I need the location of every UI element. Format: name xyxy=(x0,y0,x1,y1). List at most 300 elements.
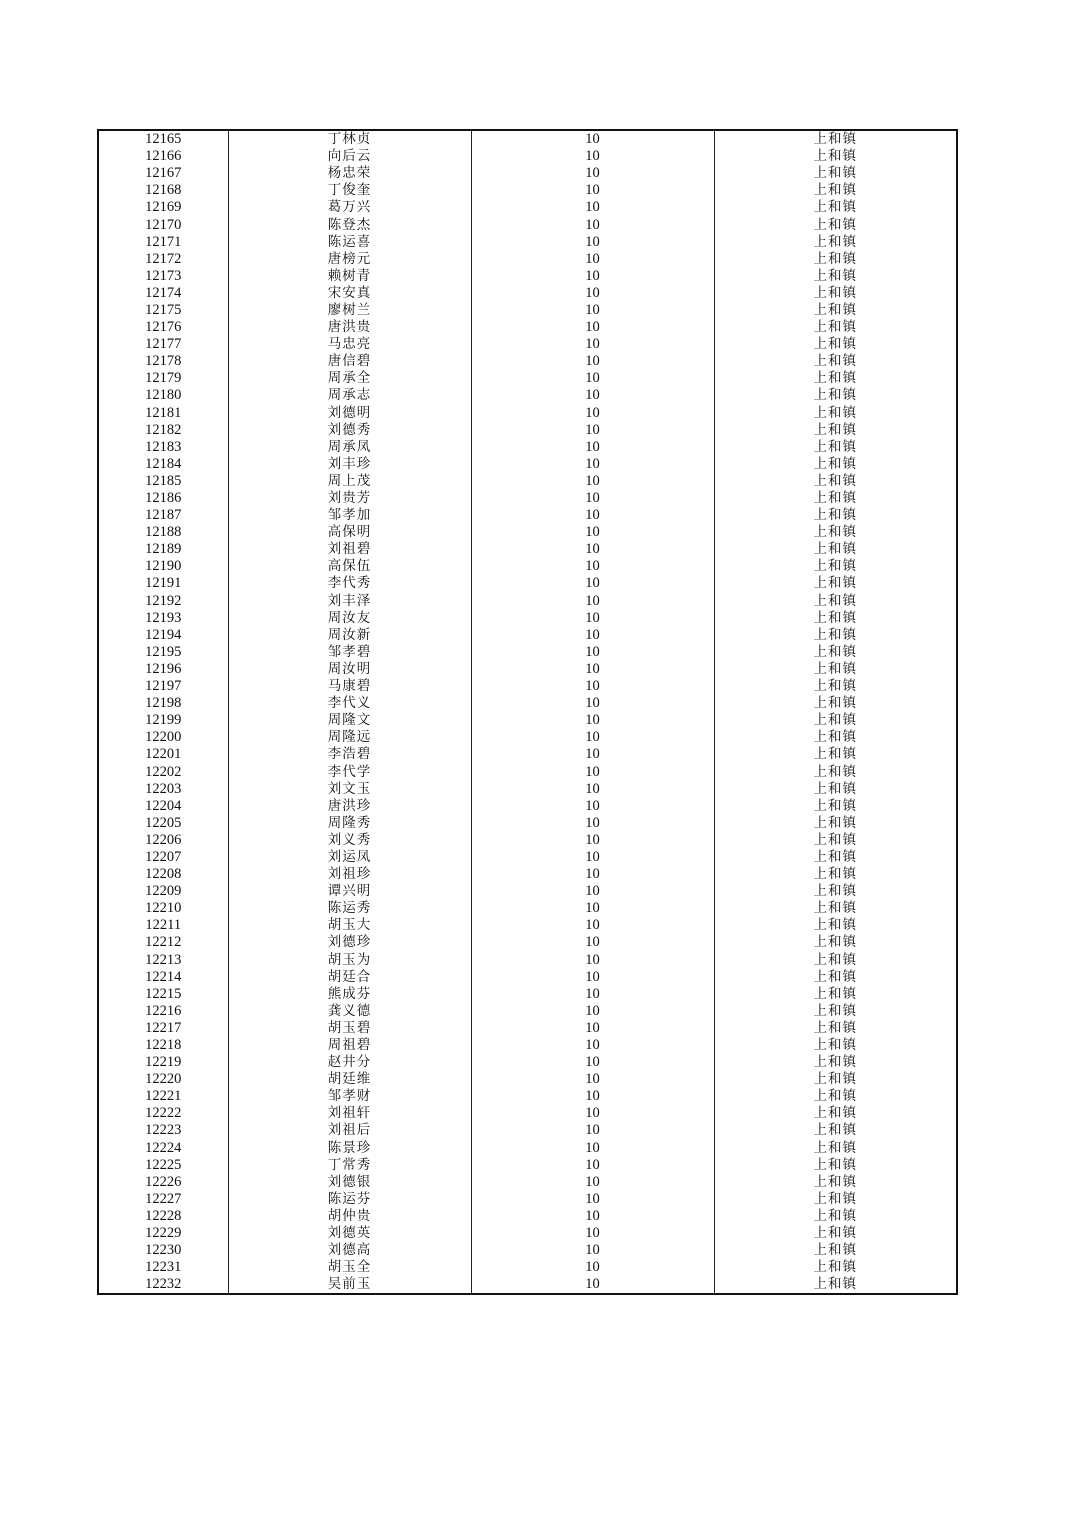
cell-town: 上和镇 xyxy=(714,678,957,695)
table-row xyxy=(98,1122,957,1139)
cell-town: 上和镇 xyxy=(714,268,957,285)
cell-name: 周祖碧 xyxy=(228,1037,471,1054)
cell-name: 陈运秀 xyxy=(228,900,471,917)
table-row xyxy=(98,130,957,148)
cell-town: 上和镇 xyxy=(714,593,957,610)
cell-id: 12200 xyxy=(98,729,228,746)
cell-town: 上和镇 xyxy=(714,575,957,592)
table-row xyxy=(98,387,957,404)
cell-id: 12201 xyxy=(98,746,228,763)
cell-name: 马忠亮 xyxy=(228,336,471,353)
cell-id: 12209 xyxy=(98,883,228,900)
cell-name: 邹孝碧 xyxy=(228,644,471,661)
cell-id: 12221 xyxy=(98,1088,228,1105)
cell-amount: 10 xyxy=(471,610,714,627)
cell-id: 12174 xyxy=(98,285,228,302)
cell-name: 周隆远 xyxy=(228,729,471,746)
cell-name: 邹孝加 xyxy=(228,507,471,524)
cell-amount: 10 xyxy=(471,199,714,216)
cell-town: 上和镇 xyxy=(714,148,957,165)
table-row xyxy=(98,473,957,490)
cell-id: 12193 xyxy=(98,610,228,627)
cell-town: 上和镇 xyxy=(714,302,957,319)
cell-town: 上和镇 xyxy=(714,439,957,456)
cell-amount: 10 xyxy=(471,1122,714,1139)
cell-town: 上和镇 xyxy=(714,900,957,917)
table-row xyxy=(98,302,957,319)
cell-name: 周隆文 xyxy=(228,712,471,729)
cell-name: 刘祖碧 xyxy=(228,541,471,558)
cell-name: 胡廷合 xyxy=(228,969,471,986)
cell-amount: 10 xyxy=(471,1105,714,1122)
cell-amount: 10 xyxy=(471,234,714,251)
cell-amount: 10 xyxy=(471,507,714,524)
cell-town: 上和镇 xyxy=(714,1071,957,1088)
table-row xyxy=(98,370,957,387)
cell-town: 上和镇 xyxy=(714,986,957,1003)
cell-name: 李浩碧 xyxy=(228,746,471,763)
cell-town: 上和镇 xyxy=(714,1208,957,1225)
table-row xyxy=(98,1105,957,1122)
cell-id: 12228 xyxy=(98,1208,228,1225)
table-row xyxy=(98,319,957,336)
cell-name: 刘德秀 xyxy=(228,422,471,439)
cell-town: 上和镇 xyxy=(714,370,957,387)
cell-town: 上和镇 xyxy=(714,1225,957,1242)
cell-id: 12217 xyxy=(98,1020,228,1037)
table-row xyxy=(98,541,957,558)
cell-amount: 10 xyxy=(471,524,714,541)
cell-town: 上和镇 xyxy=(714,815,957,832)
cell-town: 上和镇 xyxy=(714,1122,957,1139)
table-row xyxy=(98,1020,957,1037)
cell-town: 上和镇 xyxy=(714,422,957,439)
cell-town: 上和镇 xyxy=(714,781,957,798)
cell-name: 胡仲贵 xyxy=(228,1208,471,1225)
cell-name: 龚义德 xyxy=(228,1003,471,1020)
cell-amount: 10 xyxy=(471,251,714,268)
table-row xyxy=(98,1037,957,1054)
cell-id: 12219 xyxy=(98,1054,228,1071)
cell-name: 唐洪贵 xyxy=(228,319,471,336)
cell-name: 周汝明 xyxy=(228,661,471,678)
cell-town: 上和镇 xyxy=(714,1037,957,1054)
cell-name: 丁林贞 xyxy=(228,130,471,148)
cell-id: 12172 xyxy=(98,251,228,268)
table-row xyxy=(98,1071,957,1088)
table-row xyxy=(98,986,957,1003)
cell-amount: 10 xyxy=(471,781,714,798)
cell-town: 上和镇 xyxy=(714,1174,957,1191)
table-row xyxy=(98,234,957,251)
cell-name: 刘丰珍 xyxy=(228,456,471,473)
cell-town: 上和镇 xyxy=(714,1088,957,1105)
cell-id: 12168 xyxy=(98,182,228,199)
cell-town: 上和镇 xyxy=(714,336,957,353)
cell-id: 12202 xyxy=(98,763,228,780)
cell-name: 周承全 xyxy=(228,370,471,387)
cell-id: 12199 xyxy=(98,712,228,729)
cell-id: 12183 xyxy=(98,439,228,456)
cell-amount: 10 xyxy=(471,866,714,883)
table-row xyxy=(98,148,957,165)
cell-id: 12189 xyxy=(98,541,228,558)
cell-amount: 10 xyxy=(471,849,714,866)
cell-amount: 10 xyxy=(471,832,714,849)
table-row xyxy=(98,199,957,216)
cell-town: 上和镇 xyxy=(714,1242,957,1259)
table-row xyxy=(98,1191,957,1208)
table-row xyxy=(98,439,957,456)
cell-amount: 10 xyxy=(471,370,714,387)
cell-name: 胡玉为 xyxy=(228,952,471,969)
cell-name: 高保明 xyxy=(228,524,471,541)
table-row xyxy=(98,746,957,763)
cell-id: 12227 xyxy=(98,1191,228,1208)
cell-amount: 10 xyxy=(471,319,714,336)
cell-name: 刘祖后 xyxy=(228,1122,471,1139)
table-row xyxy=(98,798,957,815)
cell-town: 上和镇 xyxy=(714,507,957,524)
cell-town: 上和镇 xyxy=(714,1191,957,1208)
table-row xyxy=(98,422,957,439)
cell-town: 上和镇 xyxy=(714,1105,957,1122)
cell-town: 上和镇 xyxy=(714,182,957,199)
cell-town: 上和镇 xyxy=(714,199,957,216)
cell-amount: 10 xyxy=(471,1208,714,1225)
cell-name: 唐榜元 xyxy=(228,251,471,268)
table-row xyxy=(98,405,957,422)
table-row xyxy=(98,1003,957,1020)
cell-id: 12224 xyxy=(98,1140,228,1157)
cell-name: 刘德明 xyxy=(228,405,471,422)
cell-name: 周承凤 xyxy=(228,439,471,456)
cell-name: 谭兴明 xyxy=(228,883,471,900)
table-row xyxy=(98,251,957,268)
cell-amount: 10 xyxy=(471,917,714,934)
cell-id: 12175 xyxy=(98,302,228,319)
cell-amount: 10 xyxy=(471,815,714,832)
table-row xyxy=(98,165,957,182)
cell-name: 唐信碧 xyxy=(228,353,471,370)
cell-amount: 10 xyxy=(471,1276,714,1294)
table-row xyxy=(98,456,957,473)
cell-amount: 10 xyxy=(471,798,714,815)
roster-table-body xyxy=(98,130,957,1294)
cell-name: 刘文玉 xyxy=(228,781,471,798)
cell-town: 上和镇 xyxy=(714,883,957,900)
cell-name: 李代学 xyxy=(228,763,471,780)
table-row xyxy=(98,1054,957,1071)
cell-name: 刘德珍 xyxy=(228,934,471,951)
cell-id: 12166 xyxy=(98,148,228,165)
table-row xyxy=(98,695,957,712)
cell-name: 刘德高 xyxy=(228,1242,471,1259)
cell-town: 上和镇 xyxy=(714,952,957,969)
cell-amount: 10 xyxy=(471,1071,714,1088)
table-row xyxy=(98,1276,957,1294)
cell-amount: 10 xyxy=(471,285,714,302)
table-row xyxy=(98,216,957,233)
cell-amount: 10 xyxy=(471,986,714,1003)
cell-town: 上和镇 xyxy=(714,798,957,815)
cell-amount: 10 xyxy=(471,593,714,610)
cell-name: 廖树兰 xyxy=(228,302,471,319)
table-row xyxy=(98,883,957,900)
cell-name: 胡玉大 xyxy=(228,917,471,934)
cell-id: 12177 xyxy=(98,336,228,353)
cell-amount: 10 xyxy=(471,182,714,199)
cell-town: 上和镇 xyxy=(714,729,957,746)
table-row xyxy=(98,644,957,661)
cell-amount: 10 xyxy=(471,456,714,473)
cell-town: 上和镇 xyxy=(714,763,957,780)
cell-town: 上和镇 xyxy=(714,251,957,268)
cell-amount: 10 xyxy=(471,1242,714,1259)
cell-amount: 10 xyxy=(471,1088,714,1105)
cell-id: 12206 xyxy=(98,832,228,849)
cell-id: 12230 xyxy=(98,1242,228,1259)
cell-amount: 10 xyxy=(471,1259,714,1276)
table-row xyxy=(98,507,957,524)
cell-amount: 10 xyxy=(471,1191,714,1208)
cell-town: 上和镇 xyxy=(714,1276,957,1294)
cell-amount: 10 xyxy=(471,900,714,917)
cell-id: 12232 xyxy=(98,1276,228,1294)
table-row xyxy=(98,934,957,951)
cell-amount: 10 xyxy=(471,969,714,986)
cell-name: 宋安真 xyxy=(228,285,471,302)
table-row xyxy=(98,182,957,199)
cell-name: 胡廷维 xyxy=(228,1071,471,1088)
cell-name: 周上茂 xyxy=(228,473,471,490)
cell-amount: 10 xyxy=(471,216,714,233)
cell-town: 上和镇 xyxy=(714,644,957,661)
cell-id: 12179 xyxy=(98,370,228,387)
cell-town: 上和镇 xyxy=(714,405,957,422)
cell-name: 周汝新 xyxy=(228,627,471,644)
cell-id: 12231 xyxy=(98,1259,228,1276)
cell-id: 12194 xyxy=(98,627,228,644)
cell-town: 上和镇 xyxy=(714,1140,957,1157)
cell-town: 上和镇 xyxy=(714,610,957,627)
cell-town: 上和镇 xyxy=(714,1054,957,1071)
table-row xyxy=(98,490,957,507)
cell-id: 12176 xyxy=(98,319,228,336)
cell-id: 12214 xyxy=(98,969,228,986)
table-row xyxy=(98,661,957,678)
table-row xyxy=(98,1242,957,1259)
table-row xyxy=(98,336,957,353)
table-row xyxy=(98,1225,957,1242)
cell-town: 上和镇 xyxy=(714,1003,957,1020)
cell-amount: 10 xyxy=(471,353,714,370)
cell-name: 丁俊奎 xyxy=(228,182,471,199)
cell-id: 12165 xyxy=(98,130,228,148)
cell-id: 12207 xyxy=(98,849,228,866)
cell-name: 陈运喜 xyxy=(228,234,471,251)
cell-amount: 10 xyxy=(471,541,714,558)
table-row xyxy=(98,1259,957,1276)
cell-town: 上和镇 xyxy=(714,661,957,678)
cell-name: 高保伍 xyxy=(228,558,471,575)
cell-amount: 10 xyxy=(471,661,714,678)
table-row xyxy=(98,712,957,729)
cell-name: 向后云 xyxy=(228,148,471,165)
table-row xyxy=(98,593,957,610)
cell-id: 12169 xyxy=(98,199,228,216)
table-row xyxy=(98,678,957,695)
cell-id: 12173 xyxy=(98,268,228,285)
cell-amount: 10 xyxy=(471,387,714,404)
cell-id: 12213 xyxy=(98,952,228,969)
cell-town: 上和镇 xyxy=(714,165,957,182)
table-row xyxy=(98,781,957,798)
cell-id: 12212 xyxy=(98,934,228,951)
cell-name: 杨忠荣 xyxy=(228,165,471,182)
cell-amount: 10 xyxy=(471,575,714,592)
cell-town: 上和镇 xyxy=(714,387,957,404)
cell-id: 12188 xyxy=(98,524,228,541)
cell-id: 12192 xyxy=(98,593,228,610)
cell-amount: 10 xyxy=(471,1140,714,1157)
cell-town: 上和镇 xyxy=(714,917,957,934)
cell-amount: 10 xyxy=(471,130,714,148)
cell-amount: 10 xyxy=(471,1157,714,1174)
cell-name: 周承志 xyxy=(228,387,471,404)
cell-town: 上和镇 xyxy=(714,216,957,233)
cell-name: 刘义秀 xyxy=(228,832,471,849)
cell-town: 上和镇 xyxy=(714,285,957,302)
cell-id: 12215 xyxy=(98,986,228,1003)
cell-id: 12216 xyxy=(98,1003,228,1020)
cell-name: 刘德银 xyxy=(228,1174,471,1191)
cell-id: 12170 xyxy=(98,216,228,233)
cell-id: 12184 xyxy=(98,456,228,473)
cell-id: 12197 xyxy=(98,678,228,695)
cell-town: 上和镇 xyxy=(714,524,957,541)
cell-town: 上和镇 xyxy=(714,934,957,951)
cell-id: 12204 xyxy=(98,798,228,815)
cell-town: 上和镇 xyxy=(714,695,957,712)
cell-id: 12218 xyxy=(98,1037,228,1054)
table-row xyxy=(98,1208,957,1225)
cell-amount: 10 xyxy=(471,934,714,951)
cell-name: 李代义 xyxy=(228,695,471,712)
cell-town: 上和镇 xyxy=(714,1020,957,1037)
table-row xyxy=(98,285,957,302)
table-row xyxy=(98,900,957,917)
cell-amount: 10 xyxy=(471,268,714,285)
cell-amount: 10 xyxy=(471,763,714,780)
table-row xyxy=(98,610,957,627)
table-row xyxy=(98,917,957,934)
cell-amount: 10 xyxy=(471,1225,714,1242)
cell-name: 陈登杰 xyxy=(228,216,471,233)
cell-name: 熊成芬 xyxy=(228,986,471,1003)
cell-amount: 10 xyxy=(471,558,714,575)
cell-amount: 10 xyxy=(471,1037,714,1054)
cell-town: 上和镇 xyxy=(714,234,957,251)
cell-id: 12220 xyxy=(98,1071,228,1088)
cell-amount: 10 xyxy=(471,883,714,900)
cell-town: 上和镇 xyxy=(714,558,957,575)
cell-name: 胡玉碧 xyxy=(228,1020,471,1037)
table-row xyxy=(98,866,957,883)
table-row xyxy=(98,729,957,746)
cell-id: 12178 xyxy=(98,353,228,370)
cell-amount: 10 xyxy=(471,729,714,746)
cell-town: 上和镇 xyxy=(714,1157,957,1174)
table-row xyxy=(98,815,957,832)
cell-id: 12190 xyxy=(98,558,228,575)
cell-name: 刘贵芳 xyxy=(228,490,471,507)
cell-town: 上和镇 xyxy=(714,849,957,866)
cell-town: 上和镇 xyxy=(714,1259,957,1276)
cell-id: 12182 xyxy=(98,422,228,439)
table-row xyxy=(98,952,957,969)
table-row xyxy=(98,268,957,285)
cell-id: 12210 xyxy=(98,900,228,917)
cell-id: 12225 xyxy=(98,1157,228,1174)
cell-id: 12181 xyxy=(98,405,228,422)
cell-amount: 10 xyxy=(471,1003,714,1020)
cell-amount: 10 xyxy=(471,165,714,182)
cell-name: 赵井分 xyxy=(228,1054,471,1071)
cell-id: 12203 xyxy=(98,781,228,798)
table-row xyxy=(98,524,957,541)
cell-amount: 10 xyxy=(471,1174,714,1191)
cell-town: 上和镇 xyxy=(714,832,957,849)
cell-amount: 10 xyxy=(471,695,714,712)
cell-name: 唐洪珍 xyxy=(228,798,471,815)
cell-amount: 10 xyxy=(471,712,714,729)
cell-id: 12223 xyxy=(98,1122,228,1139)
table-row xyxy=(98,1157,957,1174)
cell-id: 12185 xyxy=(98,473,228,490)
roster-table xyxy=(97,129,958,1295)
cell-amount: 10 xyxy=(471,405,714,422)
cell-id: 12229 xyxy=(98,1225,228,1242)
cell-name: 刘祖珍 xyxy=(228,866,471,883)
cell-name: 周汝友 xyxy=(228,610,471,627)
table-row xyxy=(98,1088,957,1105)
cell-amount: 10 xyxy=(471,1020,714,1037)
cell-name: 刘祖轩 xyxy=(228,1105,471,1122)
cell-id: 12187 xyxy=(98,507,228,524)
cell-name: 马康碧 xyxy=(228,678,471,695)
cell-id: 12211 xyxy=(98,917,228,934)
table-row xyxy=(98,969,957,986)
cell-town: 上和镇 xyxy=(714,353,957,370)
cell-id: 12208 xyxy=(98,866,228,883)
cell-town: 上和镇 xyxy=(714,130,957,148)
table-row xyxy=(98,575,957,592)
cell-name: 刘德英 xyxy=(228,1225,471,1242)
cell-id: 12167 xyxy=(98,165,228,182)
cell-amount: 10 xyxy=(471,473,714,490)
cell-name: 吴前玉 xyxy=(228,1276,471,1294)
cell-id: 12205 xyxy=(98,815,228,832)
cell-id: 12191 xyxy=(98,575,228,592)
cell-amount: 10 xyxy=(471,422,714,439)
cell-id: 12222 xyxy=(98,1105,228,1122)
cell-amount: 10 xyxy=(471,1054,714,1071)
cell-town: 上和镇 xyxy=(714,490,957,507)
table-row xyxy=(98,849,957,866)
cell-id: 12195 xyxy=(98,644,228,661)
cell-amount: 10 xyxy=(471,439,714,456)
